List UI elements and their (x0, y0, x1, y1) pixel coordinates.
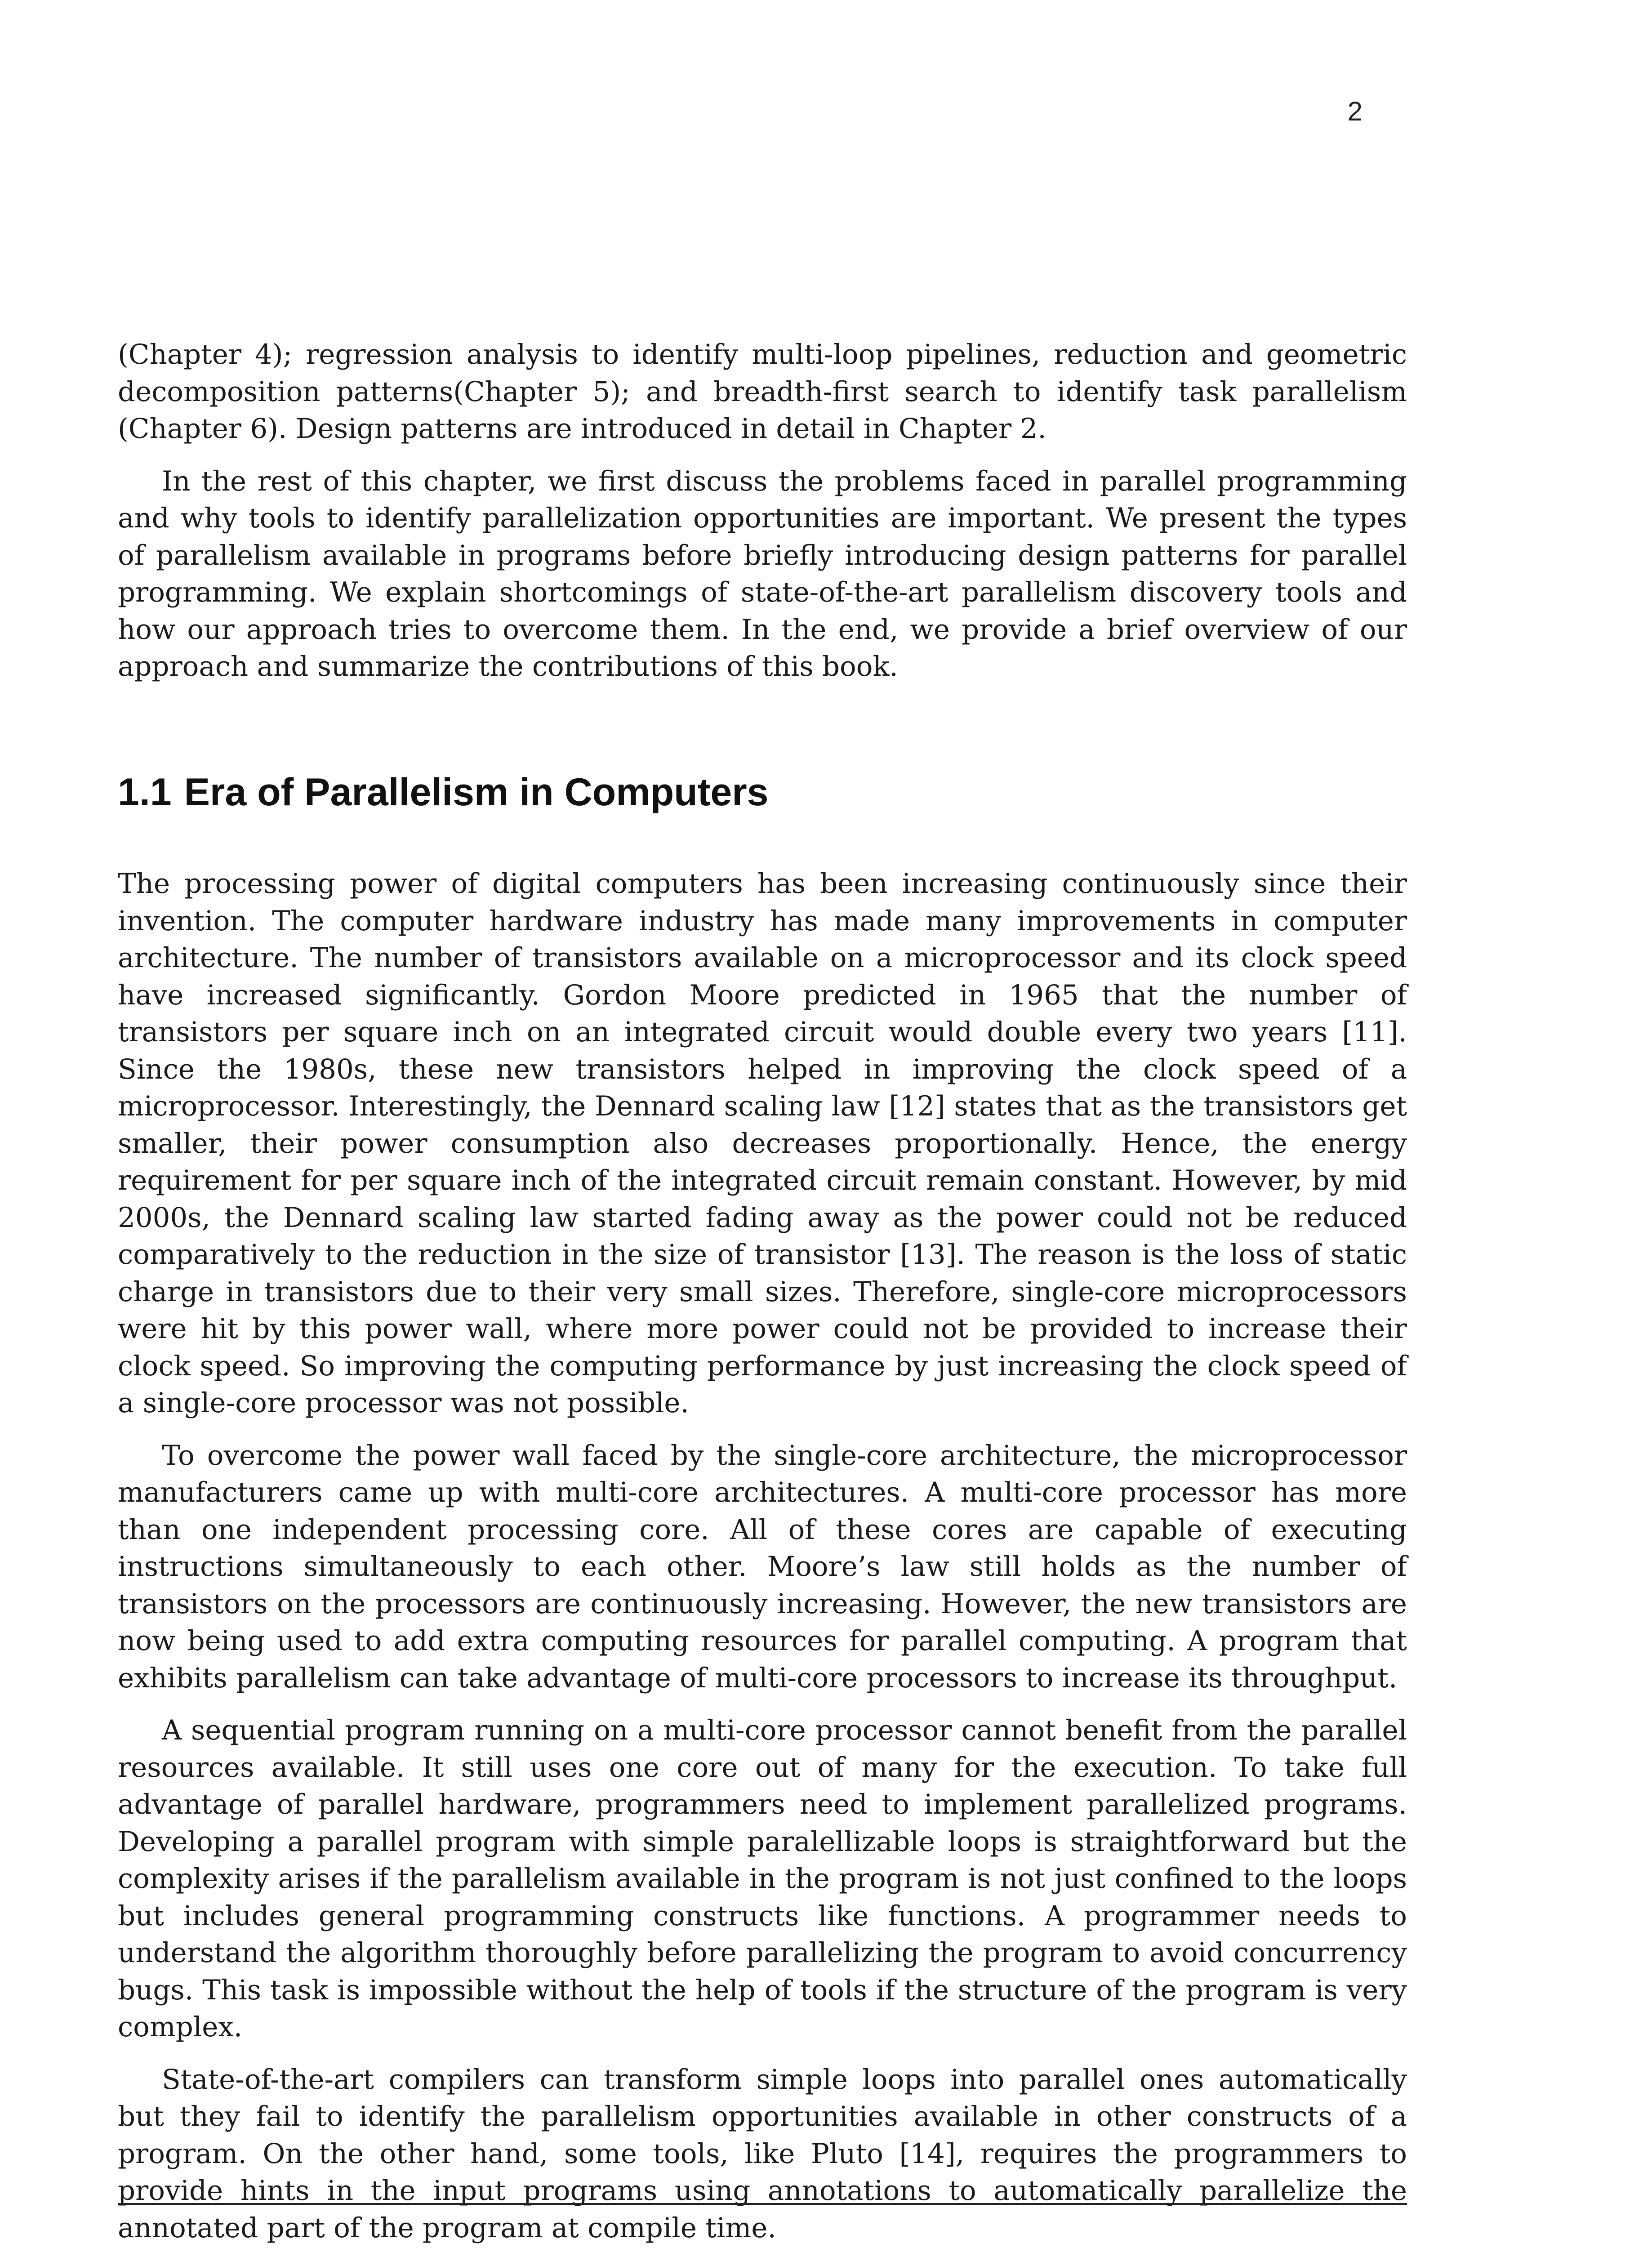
section-heading (118, 771, 1407, 814)
section-title: Era of Parallelism in Computers (184, 770, 769, 814)
chapter-overview-paragraph: In the rest of this chapter, we first discuss the problems faced in parallel programming and why tools to identify parallelization opportunities are important. We present the types of parallelism available in programs before briefly introducing design patterns for parallel programming. We explain shortcomings of state-of-the-art parallelism discovery tools and how our approach tries to overcome them. In the end, we provide a brief overview of our approach and summarize the contributions of this book. (118, 465, 1407, 682)
section-paragraph-processing-power: The processing power of digital computers has been increasing continuously since their invention. The computer hardware industry has made many improvements in computer architecture. The number of transistors available on a microprocessor and its clock speed have increased significantly. Gordon Moore predicted in 1965 that the number of transistors per square inch on an integrated circuit would double every two years [11]. Since the 1980s, these new transistors helped in improving the clock speed of a microprocessor. Interestingly, the Dennard scaling law [12] states that as the transistors get smaller, their power consumption also decreases proportionally. Hence, the energy requirement for per square inch of the integrated circuit remain constant. However, by mid 2000s, the Dennard scaling law started fading away as the power could not be reduced comparatively to the reduction in the size of transistor [13]. The reason is the loss of static charge in transistors due to their very small sizes. Therefore, single-core microprocessors were hit by this power wall, where more power could not be provided to increase their clock speed. So improving the computing performance by just increasing the clock speed of a single-core processor was not possible. (118, 868, 1407, 1419)
section-paragraph-sequential-program: A sequential program running on a multi-core processor cannot benefit from the parallel resources available. It still uses one core out of many for the execution. To take full advantage of parallel hardware, programmers need to implement parallelized programs. Developing a parallel program with simple paralellizable loops is straightforward but the complexity arises if the parallelism available in the program is not just confined to the loops but includes general programming constructs like functions. A programmer needs to understand the algorithm thoroughly before parallelizing the program to avoid concurrency bugs. This task is impossible without the help of tools if the structure of the program is very complex. (118, 1714, 1407, 2043)
intro-continuation-paragraph: (Chapter 4); regression analysis to identify multi-loop pipelines, reduction and geometric decomposition patterns(Chapter 5); and breadth-first search to identify task parallelism (Chapter 6). Design patterns are introduced in detail in Chapter 2. (118, 339, 1407, 445)
page-number: 2 (1347, 96, 1363, 126)
section-paragraph-compilers: State-of-the-art compilers can transform simple loops into parallel ones automatically but they fail to identify the parallelism opportunities available in other constructs of a program. On the other hand, some tools, like Pluto [14], requires the programmers to provide hints in the input programs using annotations to automatically parallelize the annotated part of the program at compile time. (118, 2063, 1407, 2244)
footnote-rule (118, 2203, 1407, 2205)
section-paragraph-multi-core: To overcome the power wall faced by the single-core architecture, the microprocessor manufacturers came up with multi-core architectures. A multi-core processor has more than one independent processing core. All of these cores are capable of executing instructions simultaneously to each other. Moore’s law still holds as the number of transistors on the processors are continuously increasing. However, the new transistors are now being used to add extra computing resources for parallel computing. A program that exhibits parallelism can take advantage of multi-core processors to increase its throughput. (118, 1439, 1407, 1694)
text-column (118, 336, 1407, 2248)
section-number: 1.1 (118, 770, 172, 814)
